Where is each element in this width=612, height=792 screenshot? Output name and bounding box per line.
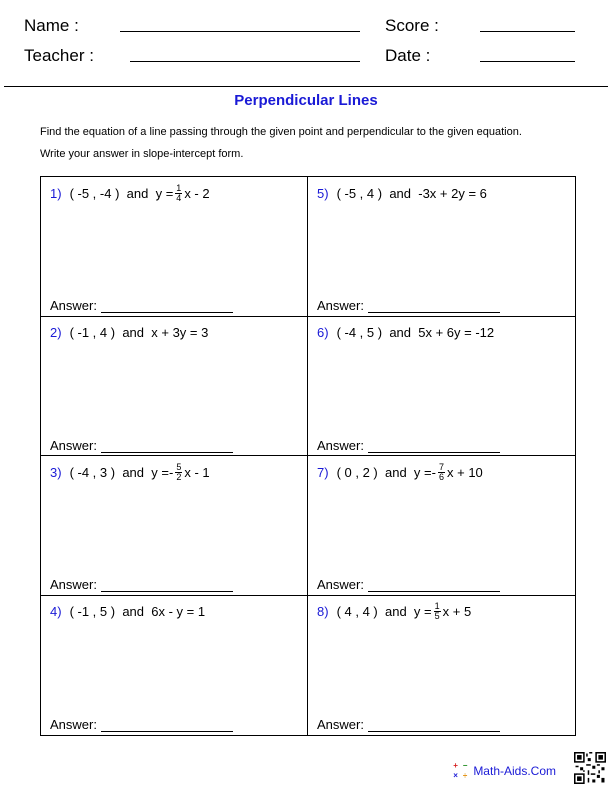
fraction-numerator: 7 [438, 461, 444, 472]
problem-cell [41, 177, 308, 317]
answer-label: Answer: [50, 716, 97, 732]
answer-label: Answer: [50, 437, 97, 453]
fraction-numerator: 1 [434, 601, 440, 611]
calculator-icon: + − × ÷ [453, 761, 468, 780]
equation-suffix: x + 5 [442, 604, 472, 619]
given-point: ( -5 , -4 ) [69, 185, 120, 201]
problem-cell [41, 456, 308, 596]
and-word: and [389, 185, 412, 201]
slope-fraction [175, 463, 182, 482]
answer-field[interactable] [368, 440, 500, 453]
answer-field[interactable] [101, 440, 233, 453]
equation-suffix: x - 1 [184, 464, 210, 480]
score-label: Score : [385, 16, 439, 35]
answer-label: Answer: [317, 716, 364, 732]
answer-field[interactable] [101, 300, 233, 313]
problem-number: 5) [317, 185, 329, 201]
qr-code-icon [574, 752, 606, 784]
instructions-line-2: Write your answer in slope-intercept form. [40, 148, 244, 160]
and-word: and [122, 325, 145, 340]
problem-cell [308, 596, 575, 736]
and-word: and [384, 604, 407, 619]
slope-fraction [438, 463, 445, 482]
given-point: ( -4 , 5 ) [336, 325, 383, 340]
problem-cell [308, 456, 575, 596]
problem-statement [317, 462, 483, 482]
problem-statement [317, 323, 494, 343]
problem-cell [308, 177, 575, 317]
answer-label: Answer: [317, 577, 364, 592]
answer-row [317, 298, 500, 313]
problem-statement [50, 602, 205, 622]
teacher-field[interactable] [130, 61, 360, 62]
equation: x + 3y = 3 [151, 325, 209, 340]
slope-fraction [434, 602, 441, 621]
answer-row [50, 577, 233, 592]
and-word: and [389, 325, 412, 340]
equation: -3x + 2y = 6 [418, 185, 487, 201]
fraction-denominator: 2 [176, 471, 182, 482]
fraction-denominator: 4 [176, 192, 182, 203]
answer-label: Answer: [50, 577, 97, 592]
problem-number: 6) [317, 325, 329, 340]
given-point: ( 0 , 2 ) [336, 464, 378, 480]
date-field[interactable] [480, 61, 575, 62]
problem-cell [41, 596, 308, 736]
given-point: ( 4 , 4 ) [336, 604, 378, 619]
and-word: and [384, 464, 407, 480]
answer-field[interactable] [368, 579, 500, 592]
answer-row [50, 717, 233, 732]
answer-field[interactable] [101, 719, 233, 732]
given-point: ( -5 , 4 ) [336, 185, 383, 201]
fraction-denominator: 6 [438, 471, 444, 482]
equation-prefix: y = [155, 185, 174, 201]
fraction-numerator: 5 [176, 461, 182, 472]
equation-suffix: x + 10 [447, 464, 483, 480]
equation: 5x + 6y = -12 [418, 325, 495, 340]
equation: 6x - y = 1 [151, 604, 206, 619]
teacher-label: Teacher : [24, 46, 94, 65]
problem-number: 3) [50, 464, 62, 480]
fraction-sign: - [168, 464, 174, 480]
slope-fraction [175, 184, 182, 203]
site-link[interactable]: Math-Aids.Com [473, 764, 556, 778]
problem-cell [308, 317, 575, 457]
problem-grid [40, 176, 576, 736]
problem-statement [50, 323, 208, 343]
fraction-denominator: 5 [434, 611, 440, 621]
equation-prefix: y = [151, 464, 169, 480]
answer-row [317, 577, 500, 592]
and-word: and [122, 604, 145, 619]
answer-field[interactable] [368, 719, 500, 732]
name-field[interactable] [120, 31, 360, 32]
math-aids-logo[interactable] [451, 762, 556, 780]
problem-statement [50, 183, 210, 203]
fraction-sign: - [431, 464, 436, 480]
answer-label: Answer: [50, 298, 97, 313]
problem-number: 8) [317, 604, 329, 619]
problem-statement [317, 602, 471, 622]
answer-row [317, 438, 500, 453]
given-point: ( -4 , 3 ) [69, 464, 116, 480]
date-label: Date : [385, 46, 431, 65]
problem-cell [41, 317, 308, 457]
answer-row [50, 438, 233, 453]
problem-number: 1) [50, 185, 62, 201]
problem-statement [50, 462, 210, 482]
given-point: ( -1 , 4 ) [69, 325, 116, 340]
answer-label: Answer: [317, 437, 364, 453]
problem-number: 7) [317, 464, 329, 480]
answer-field[interactable] [101, 579, 233, 592]
instructions-line-1: Find the equation of a line passing through the given point and perpendicular to the given equation. [40, 126, 522, 138]
and-word: and [122, 464, 145, 480]
answer-row [317, 717, 500, 732]
worksheet-title: Perpendicular Lines [234, 92, 378, 109]
and-word: and [126, 185, 149, 201]
problem-number: 2) [50, 325, 62, 340]
equation-suffix: x - 2 [184, 185, 210, 201]
answer-label: Answer: [317, 298, 364, 313]
fraction-numerator: 1 [176, 182, 182, 193]
answer-field[interactable] [368, 300, 500, 313]
equation-prefix: y = [413, 604, 432, 619]
header-divider [4, 86, 608, 87]
score-field[interactable] [480, 31, 575, 32]
problem-number: 4) [50, 604, 62, 619]
given-point: ( -1 , 5 ) [69, 604, 116, 619]
equation-prefix: y = [413, 464, 432, 480]
answer-row [50, 298, 233, 313]
name-label: Name : [24, 16, 79, 35]
problem-statement [317, 183, 487, 203]
